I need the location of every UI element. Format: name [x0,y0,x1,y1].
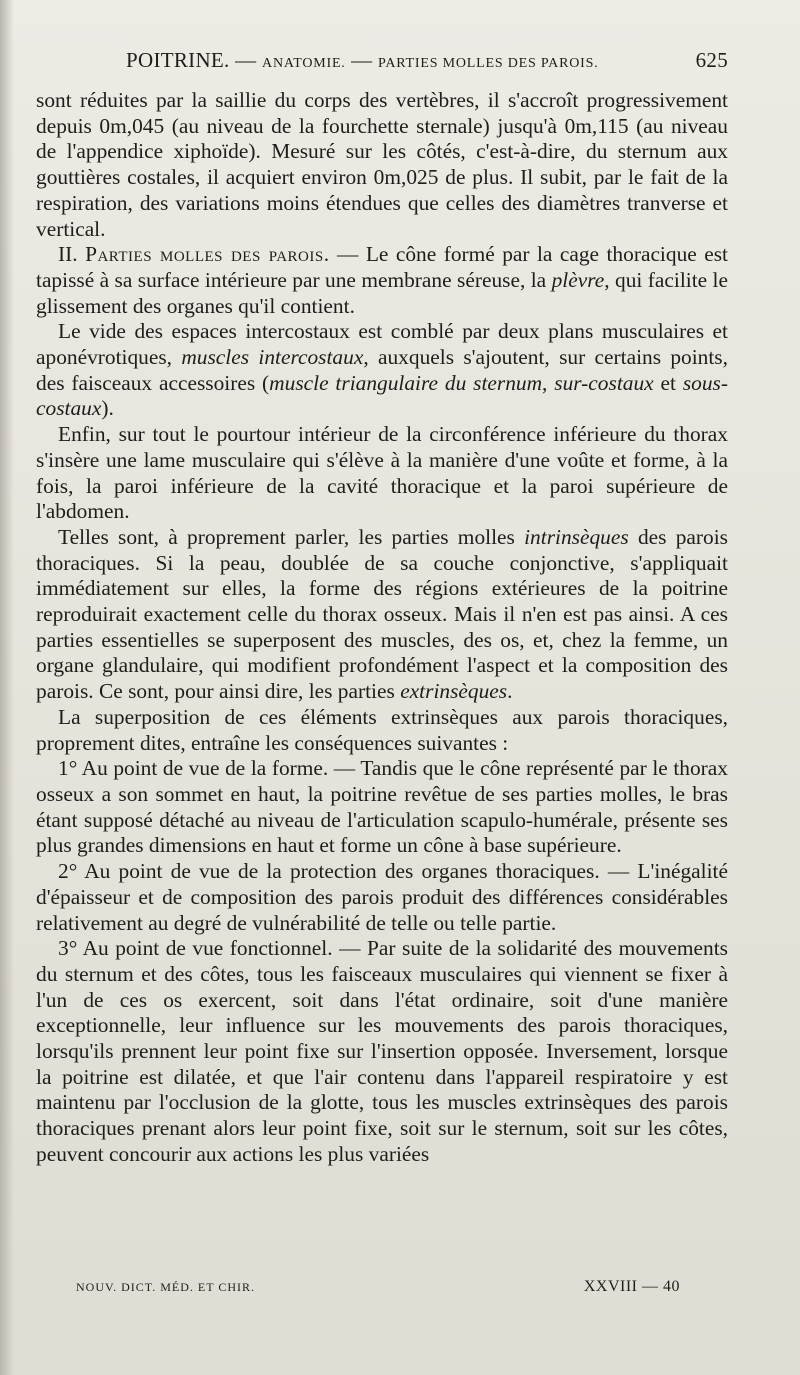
paragraph-point-form: 1° Au point de vue de la forme. — Tandis que le cône représenté par le thorax osseux a son sommet en haut, la poitrine revêtue de ses parties molles, le bras étant supposé détaché au niveau de l'articulation scapulo-humérale, présente ses plus grandes dimensions en haut et forme un cône à base supérieure. [36,756,728,858]
paragraph: sont réduites par la saillie du corps des vertèbres, il s'accroît progressivement depuis 0m,045 (au niveau de la fourchette sternale) jusqu'à 0m,115 (au niveau de l'appendice xiphoïde). Mesuré sur les côtés, c'est-à-dire, du sternum aux gouttières costales, il acquiert environ 0m,025 de plus. Il subit, par le fait de la respiration, des variations moins étendues que celles des diamètres tranverse et vertical. [36,88,728,241]
paragraph-point-protection: 2° Au point de vue de la protection des organes thoraciques. — L'inégalité d'épaisseur et de composition des parois produit des différences considérables relativement au degré de vulnérabilité de telle ou telle partie. [36,859,728,935]
running-title [126,48,598,73]
header-section: ANATOMIE. [262,56,346,71]
section-numeral: II. [58,242,78,267]
section-heading: Parties molles des parois. [85,242,330,267]
body-text [36,88,728,1168]
text-run: , qui facilite le glissement des organes qu'il contient. [36,267,728,318]
text-run: Le vide des espaces intercostaux est comblé par deux plans musculaires et aponévrotiques, [36,319,728,370]
text-run: , auxquels s'ajoutent, sur certains points, des faisceaux accessoires ( [36,345,728,395]
text-run: et [660,370,676,395]
italic-term: intrinsèques [524,524,629,549]
text-run: des parois thoraciques. Si la peau, doublée de sa couche conjonctive, s'appliquait immédiatement sur elles, la forme des régions extérieures de la poitrine reproduirait exactement celle du thorax osseux. Mais il n'en est pas ainsi. A ces parties essentielles se superposent des muscles, des os, et, chez la femme, un organe glandulaire, qui modifient profondément l'aspect et la composition des parois. Ce sont, pour ainsi dire, les parties [36,524,728,704]
text-run: , [542,370,548,395]
italic-term: plèvre [551,267,605,292]
header-subsection: PARTIES MOLLES DES PAROIS. [378,56,599,71]
paragraph: Enfin, sur tout le pourtour intérieur de la circonférence inférieure du thorax s'insère une lame musculaire qui s'élève à la manière d'une voûte et forme, à la fois, la paroi inférieure de la cavité thoracique et la paroi supérieure de l'abdomen. [36,422,728,524]
running-header [36,48,728,88]
scan-shadow-edge [0,0,14,1375]
italic-term: sur-costaux [554,370,654,395]
page-number: 625 [695,48,728,72]
paragraph [36,319,728,422]
paragraph [36,525,728,705]
header-separator: — [235,48,257,72]
header-separator: — [351,48,373,72]
page-footer [76,1278,680,1296]
paragraph-point-function: 3° Au point de vue fonctionnel. — Par suite de la solidarité des mouvements du sternum et des côtes, tous les faisceaux musculaires qui viennent se fixer à l'un de ces os exercent, soit dans l'état ordinaire, soit d'une manière exceptionnelle, leur influence sur les mouvements des parois thoraciques, lorsqu'ils prennent leur point fixe sur l'insertion opposée. Inversement, lorsque la poitrine est dilatée, et que l'air contenu dans l'appareil respiratoire y est maintenu par l'occlusion de la glotte, tous les muscles extrinsèques des parois thoraciques prenant alors leur point fixe, soit sur le sternum, soit sur les côtes, peuvent concourir aux actions les plus variées [36,936,728,1166]
italic-term: muscles intercostaux [181,345,364,370]
paragraph: La superposition de ces éléments extrinsèques aux parois thoraciques, proprement dites, entraîne les conséquences suivantes : [36,704,728,755]
paragraph-section-heading [36,242,728,319]
italic-term: sous-costaux [36,370,728,421]
text-run: . [507,679,513,704]
header-title: POITRINE. [126,48,230,72]
text-run: Telles sont, à proprement parler, les parties molles [58,524,515,549]
footer-book-title: NOUV. DICT. MÉD. ET CHIR. [76,1280,256,1294]
text-run: — Le cône formé par la cage thoracique est tapissé à sa surface intérieure par une membrane séreuse, la [36,242,728,292]
italic-term: muscle triangulaire du sternum [269,370,543,395]
footer-signature: XXVIII — 40 [583,1278,680,1295]
text-run: ). [101,396,114,421]
italic-term: extrinsèques [400,679,508,704]
